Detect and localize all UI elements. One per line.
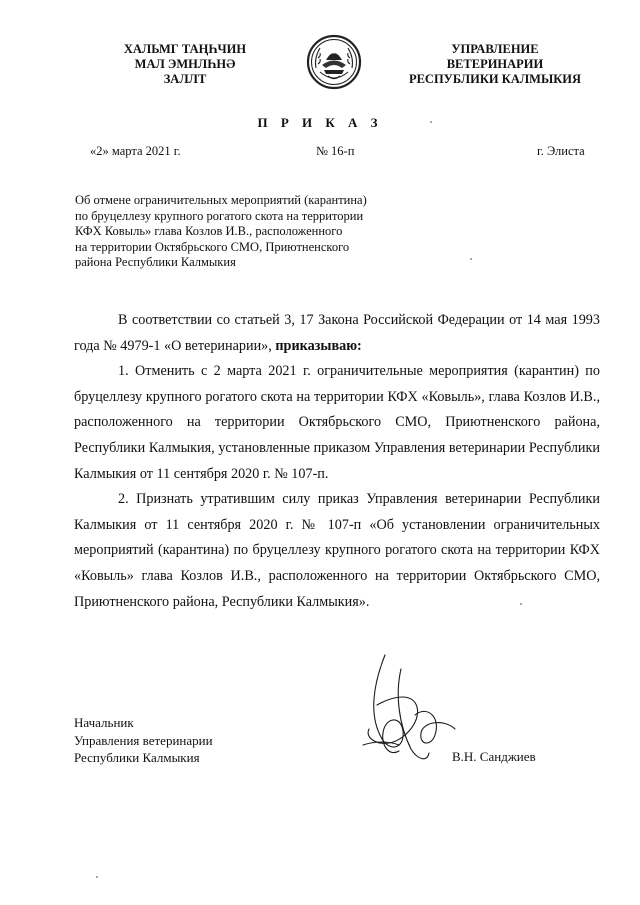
signatory-position xyxy=(74,714,213,767)
order-body xyxy=(74,308,600,615)
document-title: П Р И К А З xyxy=(257,115,383,130)
header-left-line-1: ХАЛЬМГ ТАҢҺЧИН xyxy=(123,42,247,56)
scan-speck xyxy=(470,258,472,260)
scan-speck xyxy=(96,876,98,878)
item-2-paragraph: 2. Признать утратившим силу приказ Управления ветеринарии Республики Калмыкия от 11 сентября 2020 г. № 107-п «Об установлении ограничительных мероприятий (карантина) по бруцеллезу крупного рогатого скота на территории КФХ «Ковыль» глава Козлов И.В., расположенного на территории Октябрьского СМО, Приютненского района, Республики Калмыкия». xyxy=(74,491,600,610)
header-left-line-2: МАЛ ЭМНЛҺНӘ xyxy=(134,57,236,71)
subject-line-2: по бруцеллезу крупного рогатого скота на территории xyxy=(75,208,364,223)
order-number: № 16-п xyxy=(316,144,355,158)
scan-speck xyxy=(430,121,432,123)
header-kalmyk-name xyxy=(100,42,270,87)
header-right-line-1: УПРАВЛЕНИЕ xyxy=(451,42,539,56)
order-subject xyxy=(75,193,415,271)
kalmykia-coat-of-arms-icon xyxy=(306,34,362,90)
order-date: «2» марта 2021 г. xyxy=(90,144,181,158)
intro-directive: приказываю: xyxy=(275,337,362,354)
subject-line-4: на территории Октябрьского СМО, Приютненского xyxy=(75,239,350,254)
subject-line-1: Об отмене ограничительных мероприятий (карантина) xyxy=(75,193,367,207)
position-line-3: Республики Калмыкия xyxy=(74,750,200,765)
subject-line-5: района Республики Калмыкия xyxy=(75,255,236,270)
header-russian-name xyxy=(395,42,595,87)
scan-speck xyxy=(520,603,522,605)
header-right-line-3: РЕСПУБЛИКИ КАЛМЫКИЯ xyxy=(408,72,582,86)
intro-text: В соответствии со статьей 3, 17 Закона Российской Федерации от 14 мая 1993 года № 4979-1 «О ветеринарии», xyxy=(74,312,600,354)
header-right-line-2: ВЕТЕРИНАРИИ xyxy=(446,57,544,71)
signatory-name: В.Н. Санджиев xyxy=(452,749,536,764)
position-line-2: Управления ветеринарии xyxy=(74,732,213,748)
position-line-1: Начальник xyxy=(74,715,134,730)
intro-paragraph xyxy=(74,308,600,359)
order-city: г. Элиста xyxy=(537,144,585,158)
item-1-paragraph: 1. Отменить с 2 марта 2021 г. ограничительные мероприятия (карантин) по бруцеллезу крупного рогатого скота на территории КФХ «Ковыль», глава Козлов И.В., расположенного на территории Октябрьского СМО, Приютненского района, Республики Калмыкия, установленные приказом Управления ветеринарии Республики Калмыкия от 11 сентября 2020 г. № 107-п. xyxy=(74,363,600,482)
subject-line-3: КФХ Ковыль» глава Козлов И.В., расположенного xyxy=(75,224,343,239)
header-left-line-3: ЗАЛЛТ xyxy=(163,72,207,86)
